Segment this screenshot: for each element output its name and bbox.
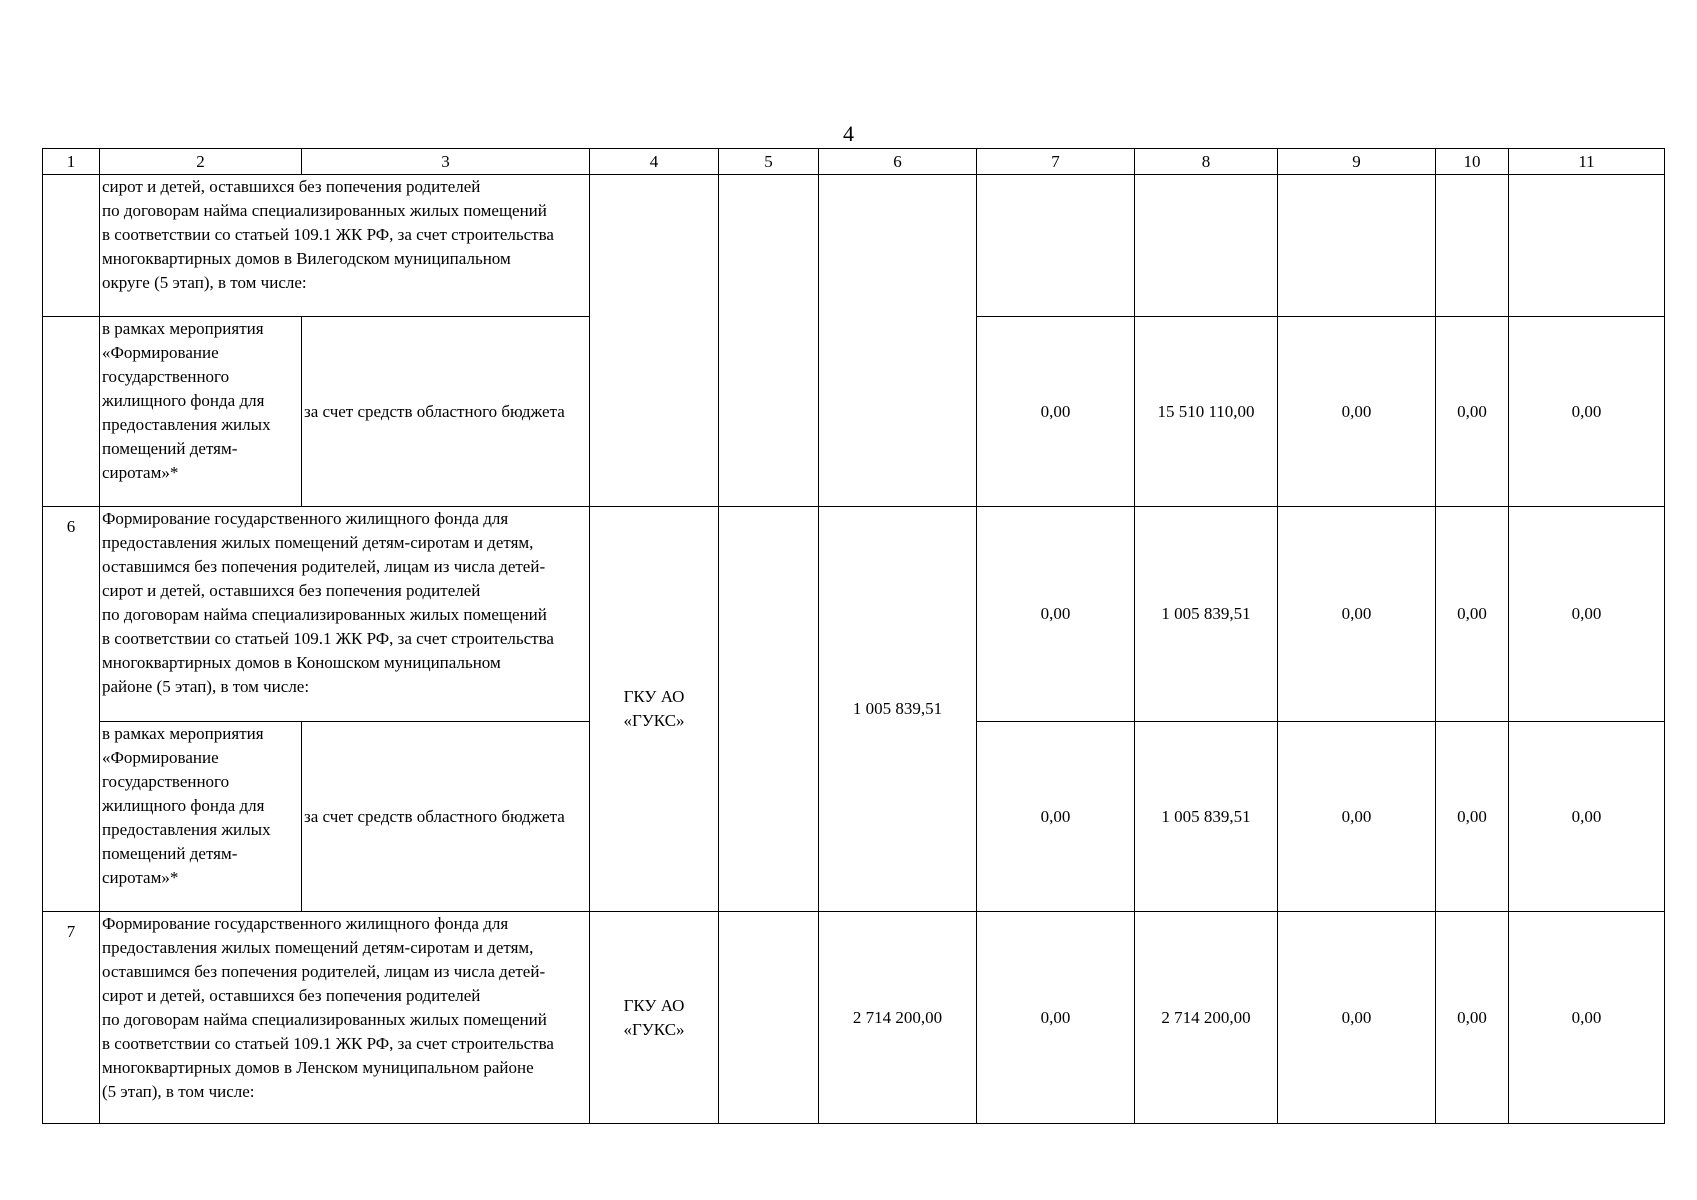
value-cell: 0,00 <box>1278 507 1436 722</box>
column-number: 7 <box>977 149 1135 175</box>
column-number: 1 <box>43 149 100 175</box>
executor-cell: ГКУ АО «ГУКС» <box>590 507 719 912</box>
column-number: 4 <box>590 149 719 175</box>
col5-cell <box>719 912 819 1124</box>
measure-description: сирот и детей, оставшихся без попечения родителей по договорам найма специализированных жилых помещений в соответствии со статьей 109.1 ЖК РФ, за счет строительства многоквартирных домов в Вилегодском муниципальном округе (5 этап), в том числе: <box>100 175 590 317</box>
table-row <box>43 912 1665 1124</box>
row-number: 7 <box>43 912 100 1124</box>
row-number-cell <box>43 175 100 317</box>
column-number: 3 <box>302 149 590 175</box>
value-cell: 0,00 <box>1436 507 1509 722</box>
value-cell: 0,00 <box>1436 722 1509 912</box>
column-number: 10 <box>1436 149 1509 175</box>
column-number: 11 <box>1509 149 1665 175</box>
value-cell: 0,00 <box>977 317 1135 507</box>
program-table <box>42 148 1665 1124</box>
total-cell <box>819 175 977 507</box>
column-number: 8 <box>1135 149 1278 175</box>
value-cell <box>1436 175 1509 317</box>
page-number: 4 <box>843 121 854 146</box>
value-cell: 0,00 <box>1278 912 1436 1124</box>
value-cell: 0,00 <box>1509 317 1665 507</box>
value-cell: 0,00 <box>1278 317 1436 507</box>
column-number: 2 <box>100 149 302 175</box>
executor-cell <box>590 175 719 507</box>
table-row <box>43 507 1665 722</box>
row-number-cell <box>43 317 100 507</box>
column-number: 5 <box>719 149 819 175</box>
column-number-row <box>43 149 1665 175</box>
row-number: 6 <box>43 507 100 912</box>
value-cell: 1 005 839,51 <box>1135 507 1278 722</box>
value-cell: 0,00 <box>1509 912 1665 1124</box>
measure-description: Формирование государственного жилищного фонда для предоставления жилых помещений детям-сиротам и детям, оставшимся без попечения родителей, лицам из числа детей- сирот и детей, оставшихся без попечения родителей по договорам найма специализированных жилых помещений в соответствии со статьей 109.1 ЖК РФ, за счет строительства многоквартирных домов в Ленском муниципальном районе (5 этап), в том числе: <box>100 912 590 1124</box>
value-cell: 0,00 <box>977 722 1135 912</box>
value-cell: 0,00 <box>977 507 1135 722</box>
measure-description: Формирование государственного жилищного фонда для предоставления жилых помещений детям-сиротам и детям, оставшимся без попечения родителей, лицам из числа детей- сирот и детей, оставшихся без попечения родителей по договорам найма специализированных жилых помещений в соответствии со статьей 109.1 ЖК РФ, за счет строительства многоквартирных домов в Коношском муниципальном районе (5 этап), в том числе: <box>100 507 590 722</box>
table-row <box>43 175 1665 317</box>
value-cell <box>1509 175 1665 317</box>
column-number: 9 <box>1278 149 1436 175</box>
funding-source: за счет средств областного бюджета <box>302 317 590 507</box>
activity-description: в рамках мероприятия «Формирование государственного жилищного фонда для предоставления жилых помещений детям- сиротам»* <box>100 722 302 912</box>
total-cell: 1 005 839,51 <box>819 507 977 912</box>
funding-source: за счет средств областного бюджета <box>302 722 590 912</box>
value-cell: 0,00 <box>1436 317 1509 507</box>
value-cell: 2 714 200,00 <box>1135 912 1278 1124</box>
value-cell: 0,00 <box>1436 912 1509 1124</box>
value-cell <box>977 175 1135 317</box>
column-number: 6 <box>819 149 977 175</box>
activity-description: в рамках мероприятия «Формирование государственного жилищного фонда для предоставления жилых помещений детям- сиротам»* <box>100 317 302 507</box>
value-cell: 0,00 <box>1509 722 1665 912</box>
col5-cell <box>719 175 819 507</box>
value-cell: 0,00 <box>1278 722 1436 912</box>
value-cell: 0,00 <box>977 912 1135 1124</box>
total-cell: 2 714 200,00 <box>819 912 977 1124</box>
value-cell <box>1135 175 1278 317</box>
executor-cell: ГКУ АО «ГУКС» <box>590 912 719 1124</box>
col5-cell <box>719 507 819 912</box>
value-cell: 0,00 <box>1509 507 1665 722</box>
value-cell <box>1278 175 1436 317</box>
value-cell: 15 510 110,00 <box>1135 317 1278 507</box>
value-cell: 1 005 839,51 <box>1135 722 1278 912</box>
